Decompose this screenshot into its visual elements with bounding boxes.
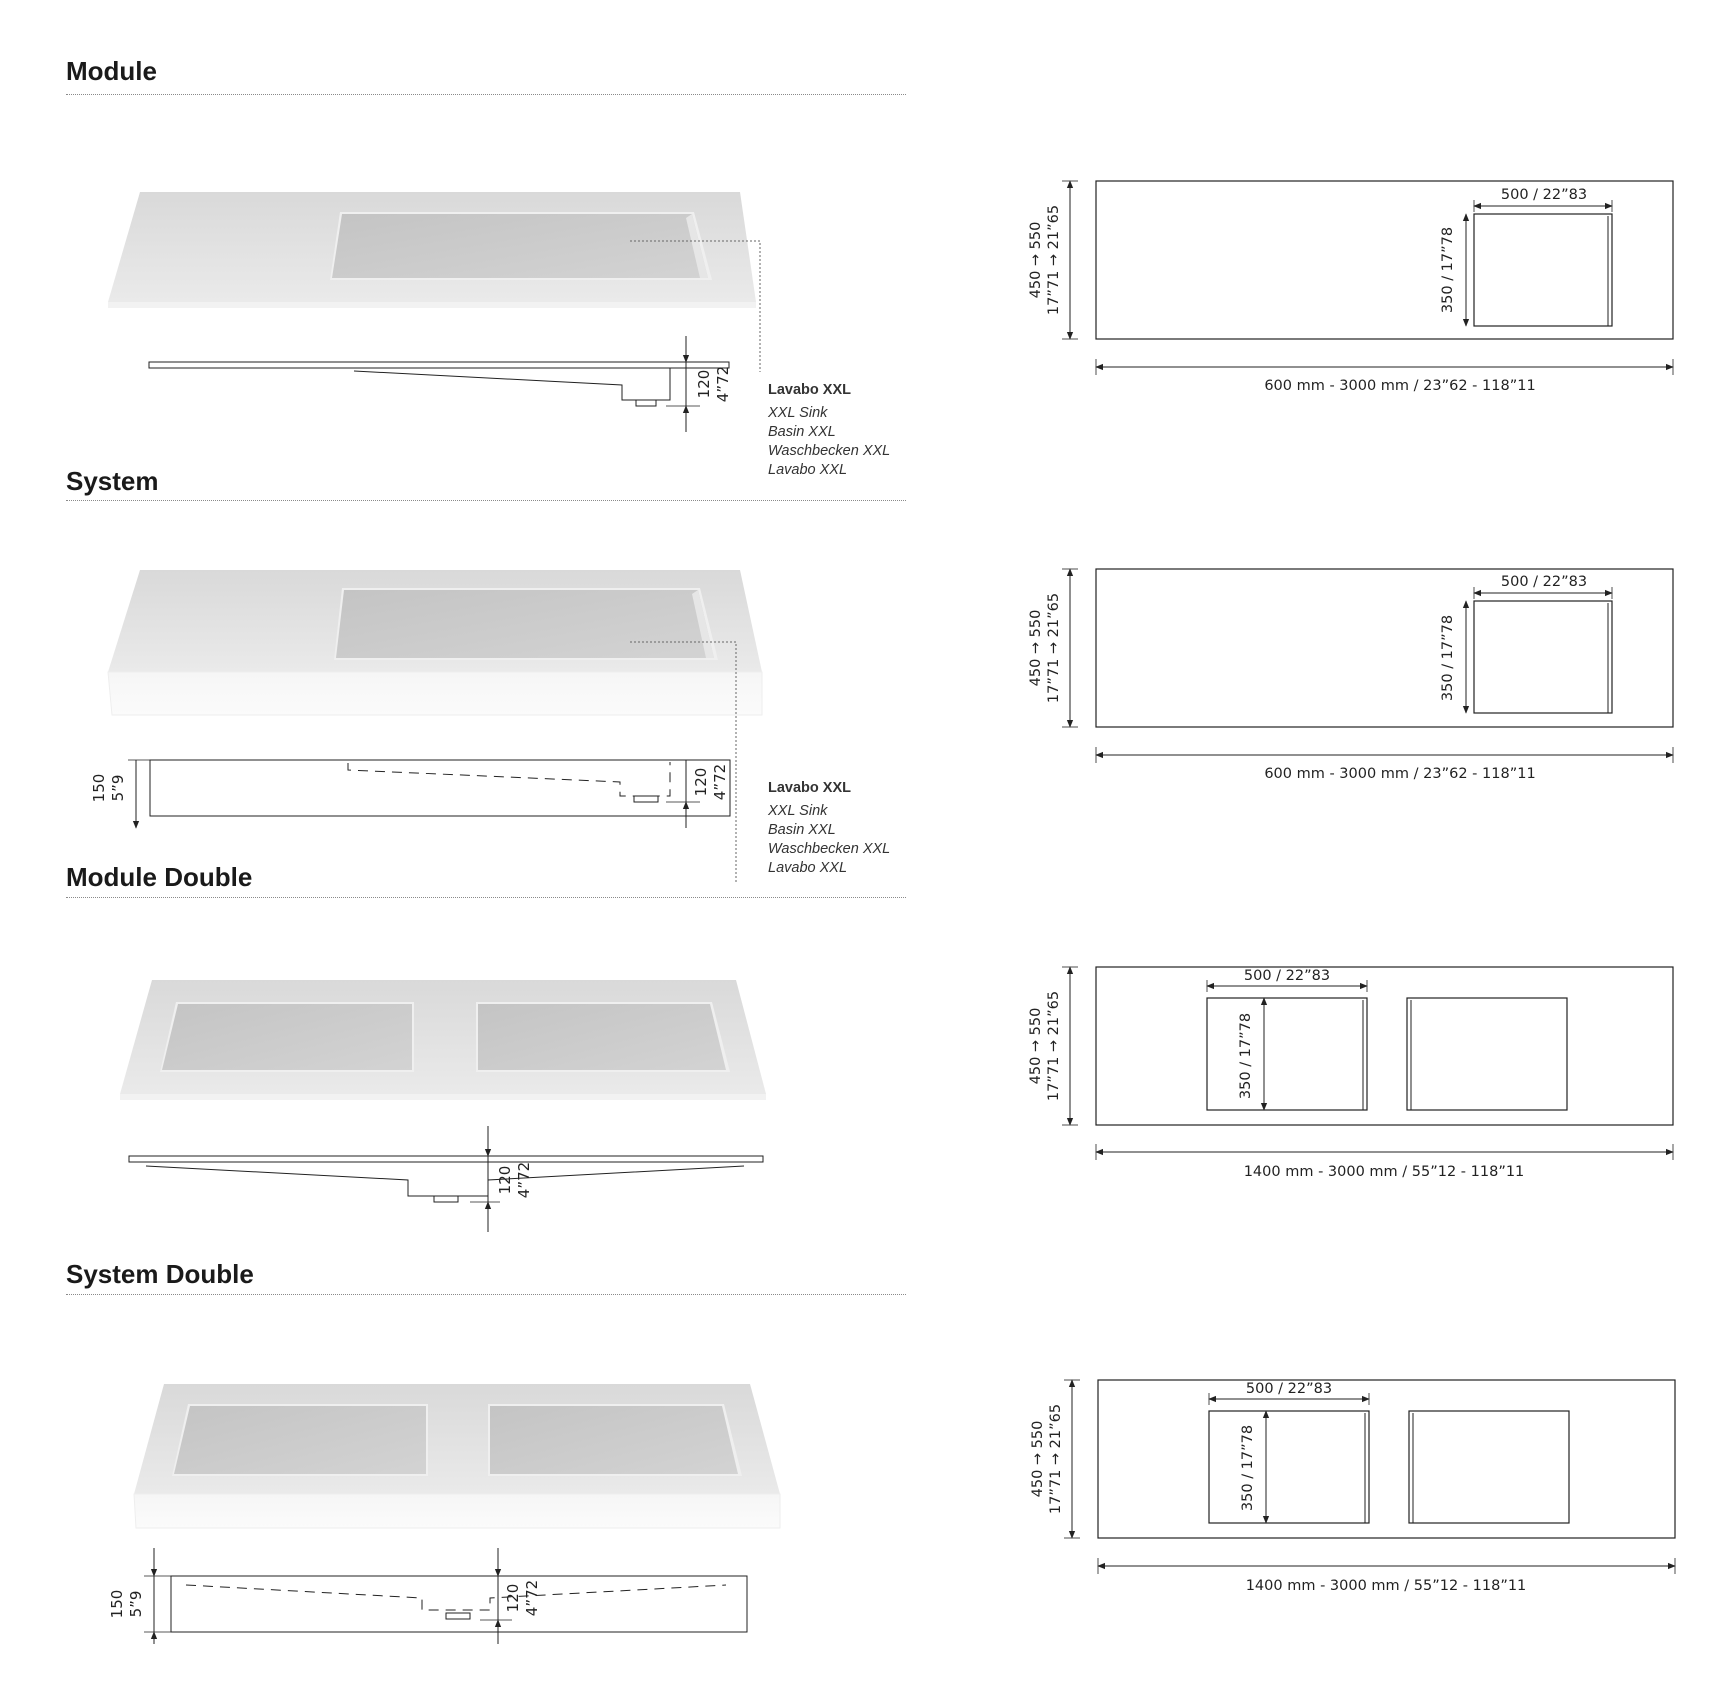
basin-width-label: 500 / 22”83 — [1500, 574, 1588, 590]
caption-line: Lavabo XXL — [768, 462, 848, 478]
basin-depth-label: 350 / 17”78 — [1440, 614, 1456, 702]
depth-range-mm: 450 → 550 — [1028, 1007, 1044, 1085]
caption-title: Lavabo XXL — [768, 382, 851, 398]
caption-line: XXL Sink — [768, 405, 828, 421]
depth-range-in: 17”71 → 21”65 — [1046, 990, 1062, 1102]
basin-depth-label: 350 / 17”78 — [1440, 226, 1456, 314]
section-title-module-double: Module Double — [66, 862, 253, 892]
depth-range-in: 17”71 → 21”65 — [1046, 592, 1062, 704]
profile-height-mm: 120 — [496, 1165, 514, 1195]
depth-range-mm: 450 → 550 — [1028, 609, 1044, 687]
basin-depth-label: 350 / 17”78 — [1238, 1012, 1254, 1100]
front-height-mm: 150 — [90, 773, 108, 803]
depth-range-mm: 450 → 550 — [1028, 221, 1044, 299]
profile-height-in: 4”72 — [714, 365, 732, 403]
caption-line: Basin XXL — [768, 822, 836, 838]
caption-title: Lavabo XXL — [768, 780, 851, 796]
profile-height-mm: 120 — [692, 767, 710, 797]
depth-range-in: 17”71 → 21”65 — [1046, 204, 1062, 316]
total-width-label: 600 mm - 3000 mm / 23”62 - 118”11 — [1264, 766, 1536, 782]
caption-line: Lavabo XXL — [768, 860, 848, 876]
section-title-system-double: System Double — [66, 1259, 254, 1289]
caption-line: Waschbecken XXL — [768, 443, 891, 459]
profile-height-in: 4”72 — [711, 763, 729, 801]
basin-depth-label: 350 / 17”78 — [1240, 1424, 1256, 1512]
basin-width-label: 500 / 22”83 — [1243, 968, 1331, 984]
profile-height-in: 4”72 — [515, 1161, 533, 1199]
basin-width-label: 500 / 22”83 — [1500, 187, 1588, 203]
total-width-label: 600 mm - 3000 mm / 23”62 - 118”11 — [1264, 378, 1536, 394]
basin-width-label: 500 / 22”83 — [1245, 1381, 1333, 1397]
total-width-label: 1400 mm - 3000 mm / 55”12 - 118”11 — [1243, 1164, 1525, 1180]
section-title-system: System — [66, 466, 159, 496]
profile-height-mm: 120 — [504, 1583, 522, 1613]
front-height-in: 5”9 — [109, 774, 127, 802]
depth-range-in: 17”71 → 21”65 — [1048, 1403, 1064, 1515]
depth-range-mm: 450 → 550 — [1030, 1420, 1046, 1498]
caption-line: Basin XXL — [768, 424, 836, 440]
total-width-label: 1400 mm - 3000 mm / 55”12 - 118”11 — [1245, 1578, 1527, 1594]
caption-line: XXL Sink — [768, 803, 828, 819]
section-title-module: Module — [66, 56, 157, 86]
front-height-in: 5”9 — [127, 1590, 145, 1618]
profile-height-in: 4”72 — [523, 1579, 541, 1617]
front-height-mm: 150 — [108, 1589, 126, 1619]
profile-height-mm: 120 — [695, 369, 713, 399]
caption-line: Waschbecken XXL — [768, 841, 891, 857]
